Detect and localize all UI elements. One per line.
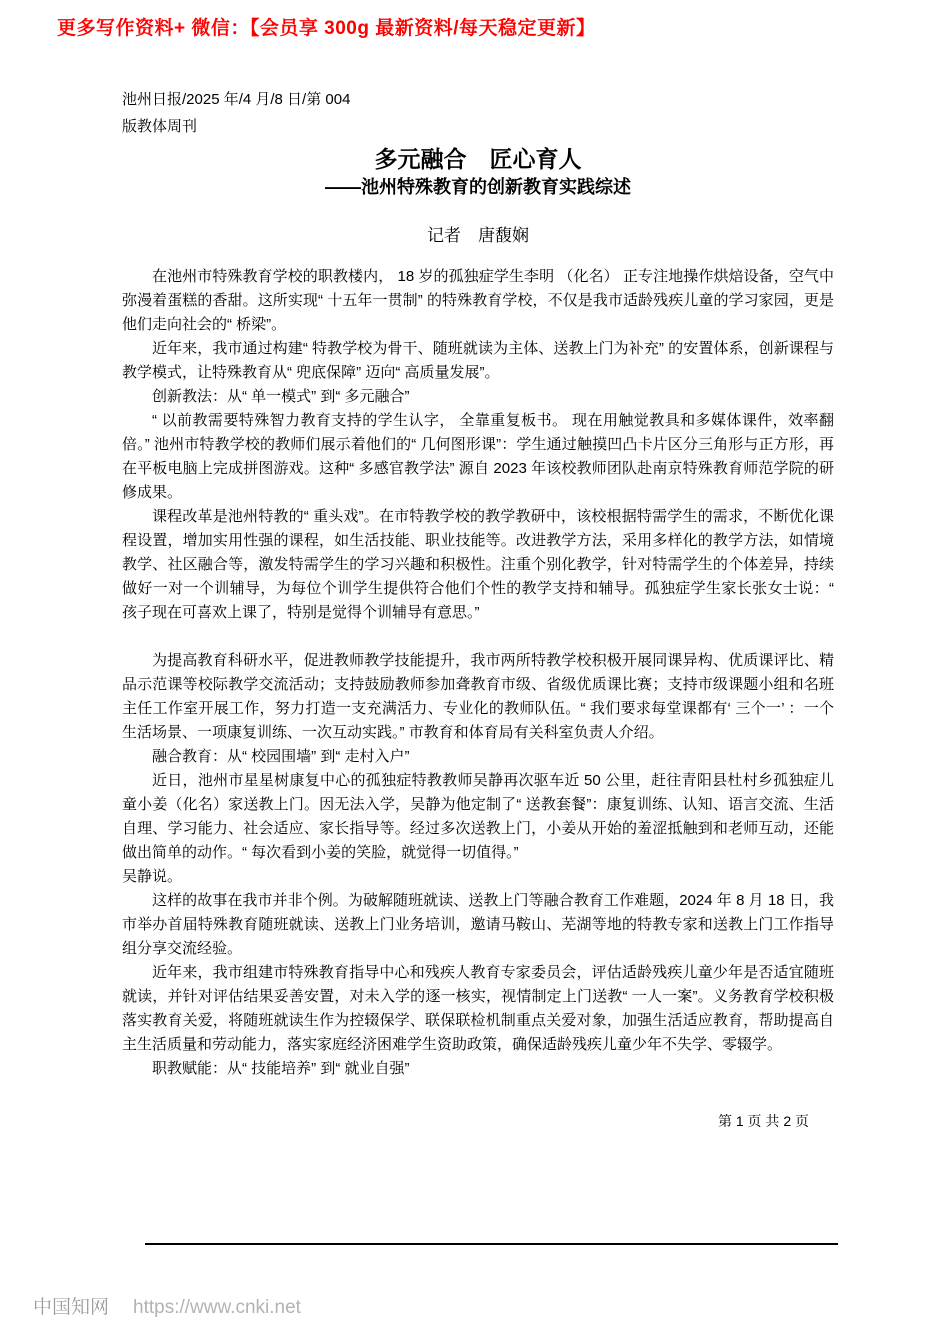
paragraph: “ 以前教需要特殊智力教育支持的学生认字， 全靠重复板书。 现在用触觉教具和多媒体课件，效率翻倍。” 池州市特教学校的教师们展示着他们的“ 几何图形课”：学生通过触摸凹凸卡片区分三角形与正方形，再在平板电脑上完成拼图游戏。这种“ 多感官教学法” 源自 2023 年该校教师团队赴南京特殊教育师范学院的研修成果。 [122,412,834,501]
section-heading: 创新教法：从“ 单一模式” 到“ 多元融合” [152,388,410,405]
source-line-2: 版教体周刊 [122,118,198,135]
paragraph: 为提高教育科研水平，促进教师教学技能提升，我市两所特教学校积极开展同课异构、优质课评比、精品示范课等校际教学交流活动；支持鼓励教师参加聋教育市级、省级优质课比赛；支持市级课题小组和名班主任工作室开展工作，努力打造一支充满活力、专业化的教师队伍。“ 我们要求每堂课都有‘ 三个一’ ：一个生活场景、一项康复训练、一次互动实践。” 市教育和体育局有关科室负责人介绍。 [122,652,834,741]
cnki-footer [33,1292,301,1319]
paragraph: 课程改革是池州特教的“ 重头戏”。在市特教学校的教学教研中，该校根据特需学生的需求，不断优化课程设置，增加实用性强的课程，如生活技能、职业技能等。改进教学方法，采用多样化的教学方法，如情境教学、社区融合等，激发特需学生的学习兴趣和积极性。注重个别化教学，针对特需学生的个体差异，持续做好一对一个训辅导，为每位个训学生提供符合他们个性的教学支持和辅导。孤独症学生家长张女士说：“ 孩子现在可喜欢上课了，特别是觉得个训辅导有意思。” [122,508,834,621]
article [122,86,834,1131]
section-heading: 职教赋能：从“ 技能培养” 到“ 就业自强” [152,1060,410,1077]
paragraph: 在池州市特殊教育学校的职教楼内， 18 岁的孤独症学生李明 （化名） 正专注地操作烘焙设备，空气中弥漫着蛋糕的香甜。这所实现“ 十五年一贯制” 的特殊教育学校，不仅是我市适龄残疾儿童的学习家园，更是他们走向社会的“ 桥梁”。 [122,268,834,333]
paragraph: 这样的故事在我市并非个例。为破解随班就读、送教上门等融合教育工作难题，2024 年 8 月 18 日，我市举办首届特殊教育随班就读、送教上门业务培训，邀请马鞍山、芜湖等地的特教专家和送教上门工作指导组分享交流经验。 [122,892,834,957]
page-number: 第 1 页 共 2 页 [717,1113,809,1129]
promo-banner: 更多写作资料+ 微信：【会员享 300g 最新资料/每天稳定更新】 [57,18,596,39]
footer-divider [145,1243,838,1245]
page-title: 多元融合 匠心育人 [374,146,582,172]
paragraph: 近年来，我市组建市特殊教育指导中心和残疾人教育专家委员会，评估适龄残疾儿童少年是否适宜随班就读，并针对评估结果妥善安置，对未入学的逐一核实，视情制定上门送教“ 一人一案”。义务教育学校积极落实教育关爱，将随班就读生作为控辍保学、联保联检机制重点关爱对象，加强生活适应教育，帮助提高自主生活质量和劳动能力，落实家庭经济困难学生资助政策，确保适龄残疾儿童少年不失学、零辍学。 [122,964,834,1053]
article-body [122,265,834,1081]
paragraph: 近日，池州市星星树康复中心的孤独症特教教师吴静再次驱车近 50 公里，赶往青阳县杜村乡孤独症儿童小姜（化名）家送教上门。因无法入学，吴静为他定制了“ 送教套餐”：康复训练、认知、语言交流、生活自理、学习能力、社会适应、家长指导等。经过多次送教上门，小姜从开始的羞涩抵触到和老师互动，还能做出简单的动作。“ 每次看到小姜的笑脸，就觉得一切值得。” [122,772,834,861]
source-line-1: 池州日报/2025 年/4 月/8 日/第 004 [122,91,351,108]
page-subtitle: ——池州特殊教育的创新教育实践综述 [325,177,631,197]
cnki-brand: 中国知网 [33,1297,110,1318]
cnki-url[interactable]: https://www.cnki.net [133,1297,301,1318]
paragraph: 近年来，我市通过构建“ 特教学校为骨干、随班就读为主体、送教上门为补充” 的安置体系，创新课程与教学模式，让特殊教育从“ 兜底保障” 迈向“ 高质量发展”。 [122,340,834,381]
section-heading: 融合教育：从“ 校园围墙” 到“ 走村入户” [152,748,410,765]
paragraph: 吴静说。 [122,868,183,885]
byline: 记者 唐馥娴 [427,226,529,245]
